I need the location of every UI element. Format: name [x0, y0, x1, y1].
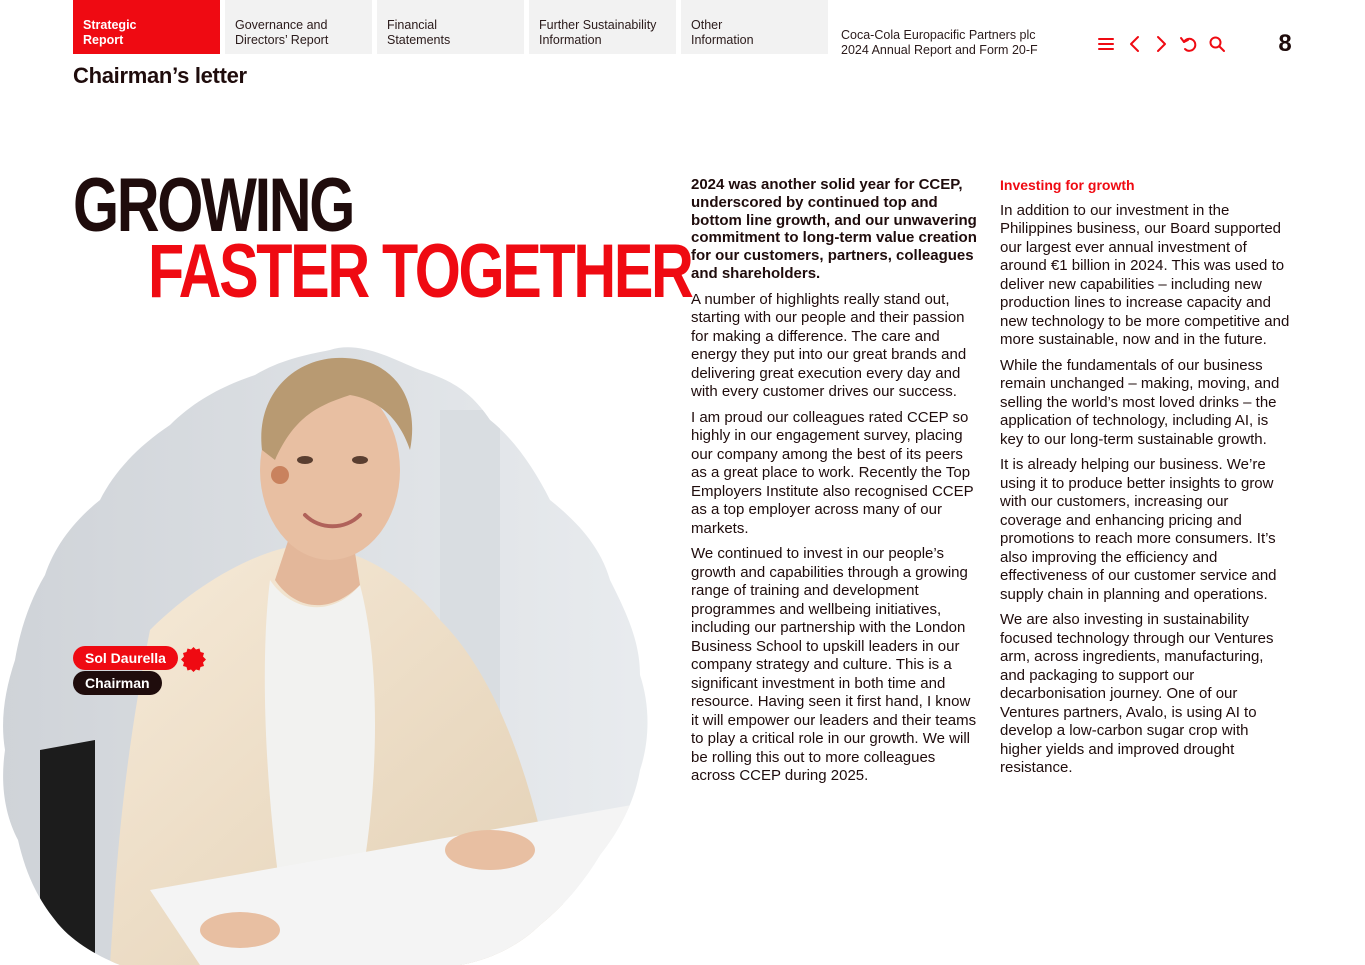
body-paragraph: We continued to invest in our people’s growth and capabilities through a growing range of training and development programmes and wellbeing initiatives, including our partnership with the London Business School to upskill leaders in our company strategy and culture. This is a significant investment in both time and resource. Having seen it first hand, I know it will empower our leaders and their teams to play a critical role in our growth. We will be rolling this out to more colleagues across CCEP during 2025.: [691, 545, 977, 785]
chevron-left-icon[interactable]: [1124, 33, 1146, 55]
tab-label: Governance and: [235, 18, 328, 32]
person-name-badge: Sol Daurella: [73, 646, 178, 670]
tab-label: Further Sustainability: [539, 18, 657, 32]
tab-sustainability[interactable]: [529, 0, 676, 54]
section-title: Chairman’s letter: [73, 63, 247, 88]
body-paragraph: A number of highlights really stand out, starting with our people and their passion for making a difference. The care and energy they put into our great brands and delivering great execution every day and with every customer drives our success.: [691, 290, 967, 401]
text-column-2: [1000, 176, 1290, 785]
tab-strategic-report[interactable]: [73, 0, 220, 54]
lead-paragraph: 2024 was another solid year for CCEP, underscored by continued top and bottom line growth, and our unwavering commitment to long-term value creation for our customers, partners, colleagues and shareholders.: [691, 176, 977, 282]
search-icon[interactable]: [1206, 33, 1228, 55]
headline-line2: FASTER TOGETHER: [148, 229, 692, 314]
tab-label: Information: [539, 32, 602, 47]
tab-label: Report: [83, 32, 124, 47]
document-title: [841, 28, 1038, 57]
tab-label: Information: [691, 32, 754, 47]
tab-other-information[interactable]: [681, 0, 828, 54]
person-role-badge: Chairman: [73, 671, 162, 695]
tab-label: Statements: [387, 32, 451, 47]
subheading-investing-for-growth: Investing for growth: [1000, 177, 1135, 193]
document-title-line1: Coca-Cola Europacific Partners plc: [841, 28, 1036, 42]
tab-label: Directors’ Report: [235, 32, 329, 47]
headline-line1: GROWING: [73, 163, 353, 248]
text-column-1: [691, 176, 981, 793]
body-paragraph: I am proud our colleagues rated CCEP so highly in our engagement survey, placing our company among the best of its peers as a great place to work. Recently the Top Employers Institute also recognised CCEP as a top employer across many of our markets.: [691, 408, 974, 537]
document-title-line2: 2024 Annual Report and Form 20-F: [841, 42, 1038, 57]
menu-icon[interactable]: [1095, 33, 1117, 55]
body-paragraph: In addition to our investment in the Philippines business, our Board supported our largest ever annual investment of around €1 billion in 2024. This was used to deliver new capabilities – including new production lines to increase capacity and new technology to be more competitive and more sustainable, now and in the future.: [1000, 201, 1290, 348]
body-paragraph: While the fundamentals of our business remain unchanged – making, moving, and selling the world’s most loved drinks – the application of technology, including AI, is key to our long-term sustainable growth.: [1000, 356, 1280, 448]
tab-label: Financial: [387, 18, 438, 32]
body-paragraph: It is already helping our business. We’re using it to produce better insights to grow with our customers, increasing our coverage and enhancing pricing and promotions to reach more consumers. It’s also improving the efficiency and effectiveness of our customer service and supply chain in planning and operations.: [1000, 456, 1277, 603]
chevron-right-icon[interactable]: [1150, 33, 1172, 55]
tab-label: Other: [691, 18, 723, 32]
body-paragraph: We are also investing in sustainability focused technology through our Ventures arm, across ingredients, manufacturing, and packaging to support our decarbonisation journey. One of our Ventures partners, Avalo, is using AI to develop a low-carbon sugar crop with higher yields and improved drought resistance.: [1000, 611, 1274, 776]
tab-governance[interactable]: [225, 0, 372, 54]
badge-dot-icon: [180, 646, 207, 673]
tab-financial-statements[interactable]: [377, 0, 524, 54]
undo-icon[interactable]: [1177, 33, 1199, 55]
page-number: 8: [1278, 30, 1292, 57]
tab-label: Strategic: [83, 18, 137, 32]
